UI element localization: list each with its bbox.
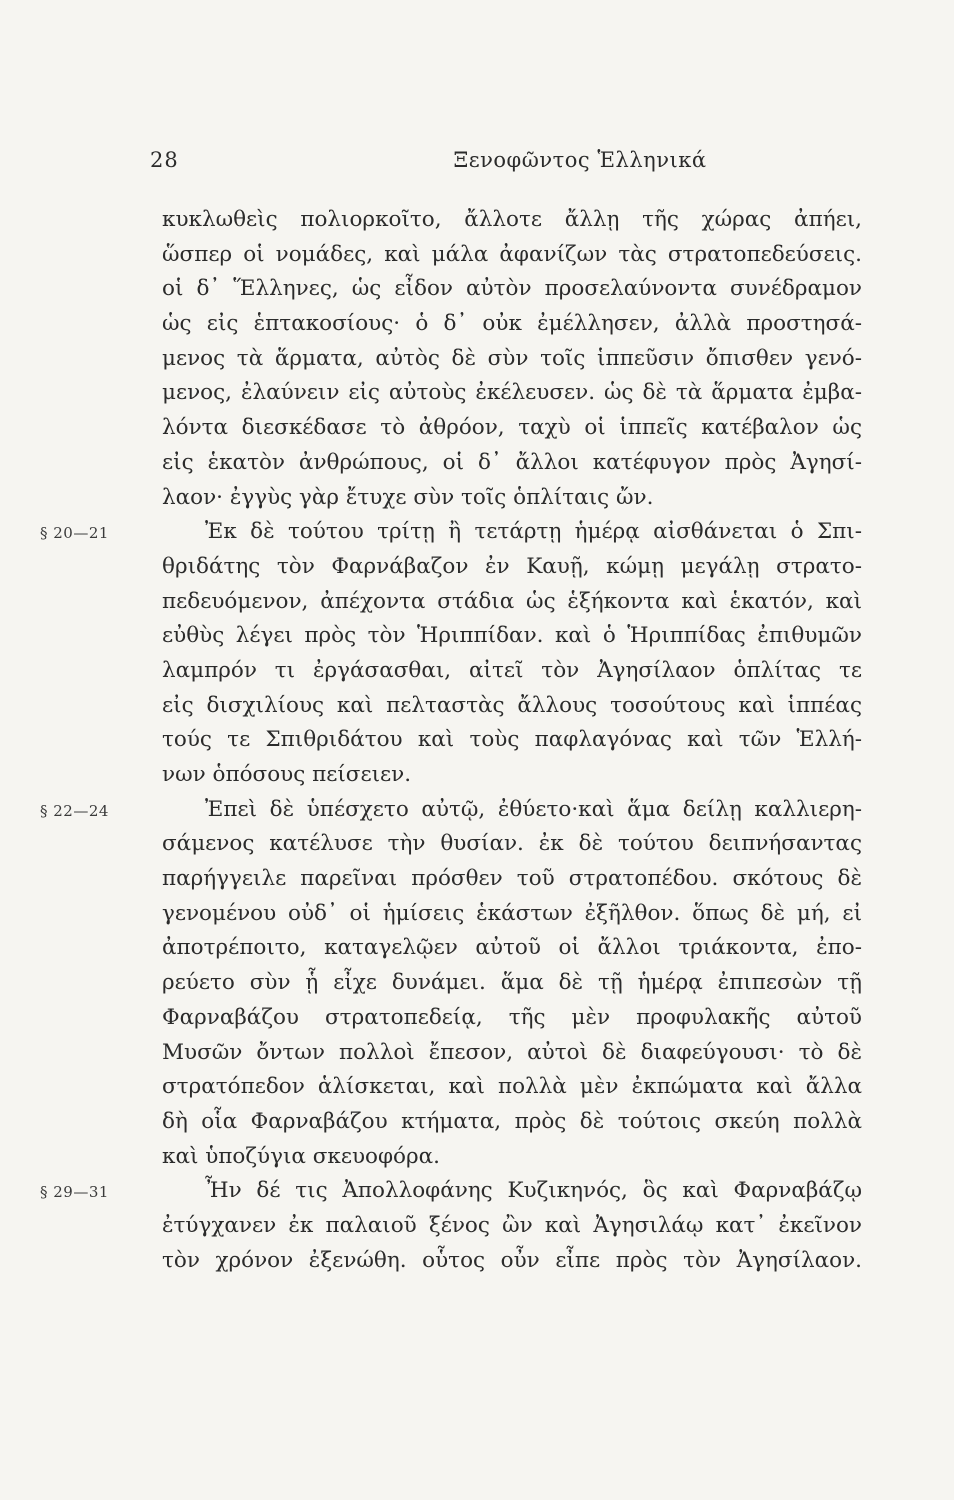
line-text: γενομένου οὐδ᾽ οἱ ἡμίσεις ἑκάστων ἐξῆλθον. ὅπως δὲ μή, εἰ	[162, 900, 862, 926]
running-title: Ξενοφῶντος Ἑλληνικά	[453, 148, 707, 172]
text-line	[0, 376, 954, 411]
text-line	[0, 411, 954, 446]
line-text: λαον· ἐγγὺς γὰρ ἔτυχε σὺν τοῖς ὁπλίταις ὤν.	[162, 484, 654, 510]
text-line	[0, 238, 954, 273]
line-text: καὶ ὑποζύγια σκευοφόρα.	[162, 1143, 440, 1169]
line-text: μενος τὰ ἅρματα, αὐτὸς δὲ σὺν τοῖς ἱππεῦσιν ὄπισθεν γενό-	[162, 345, 862, 371]
text-line	[0, 689, 954, 724]
line-text: ὡς εἰς ἑπτακοσίους· ὁ δ᾽ οὐκ ἐμέλλησεν, ἀλλὰ προστησά-	[162, 311, 862, 337]
text-line	[0, 897, 954, 932]
line-text: σάμενος κατέλυσε τὴν θυσίαν. ἐκ δὲ τούτου δειπνήσαντας	[162, 831, 862, 857]
line-text: οἱ δ᾽ Ἕλληνες, ὡς εἶδον αὐτὸν προσελαύνοντα συνέδραμον	[162, 276, 862, 302]
text-body	[0, 203, 954, 1278]
text-line	[0, 1174, 954, 1209]
line-text: λόντα διεσκέδασε τὸ ἀθρόον, ταχὺ οἱ ἱππεῖς κατέβαλον ὡς	[162, 415, 862, 441]
text-line	[0, 827, 954, 862]
line-text: τούς τε Σπιθριδάτου καὶ τοὺς παφλαγόνας καὶ τῶν Ἑλλή-	[162, 727, 862, 753]
text-line	[0, 1036, 954, 1071]
text-line	[0, 723, 954, 758]
text-line	[0, 619, 954, 654]
line-text: μενος, ἐλαύνειν εἰς αὐτοὺς ἐκέλευσεν. ὡς δὲ τὰ ἅρματα ἐμβα-	[162, 380, 862, 406]
line-text: παρήγγειλε παρεῖναι πρόσθεν τοῦ στρατοπέδου. σκότους δὲ	[162, 866, 862, 892]
text-line	[0, 446, 954, 481]
line-text: ἀποτρέποιτο, καταγελῷεν αὐτοῦ οἱ ἄλλοι τριάκοντα, ἐπο-	[162, 935, 862, 961]
text-line	[0, 931, 954, 966]
line-text: ρεύετο σὺν ᾗ εἶχε δυνάμει. ἅμα δὲ τῇ ἡμέρᾳ ἐπιπεσὼν τῇ	[162, 970, 862, 996]
line-text: ἐτύγχανεν ἐκ παλαιοῦ ξένος ὢν καὶ Ἀγησιλάῳ κατ᾽ ἐκεῖνον	[162, 1212, 862, 1238]
line-text: στρατόπεδον ἁλίσκεται, καὶ πολλὰ μὲν ἐκπώματα καὶ ἄλλα	[162, 1074, 862, 1100]
line-text: νων ὁπόσους πείσειεν.	[162, 762, 412, 787]
section-marker: § 20—21	[40, 524, 109, 543]
line-text: εὐθὺς λέγει πρὸς τὸν Ἡριππίδαν. καὶ ὁ Ἡριππίδας ἐπιθυμῶν	[162, 623, 862, 649]
text-line	[0, 793, 954, 828]
text-line	[0, 550, 954, 585]
text-line	[0, 1140, 954, 1175]
text-line	[0, 1209, 954, 1244]
text-line	[0, 585, 954, 620]
text-line	[0, 758, 954, 793]
line-text: πεδευόμενον, ἀπέχοντα στάδια ὡς ἑξήκοντα καὶ ἑκατόν, καὶ	[162, 588, 862, 614]
text-line	[0, 342, 954, 377]
text-line	[0, 862, 954, 897]
line-text: Ἐπεὶ δὲ ὑπέσχετο αὐτῷ, ἐθύετο·καὶ ἅμα δείλῃ καλλιερη-	[205, 796, 862, 822]
line-text: ὥσπερ οἱ νομάδες, καὶ μάλα ἀφανίζων τὰς στρατοπεδεύσεις.	[162, 241, 862, 267]
text-line	[0, 1244, 954, 1279]
line-text: εἰς δισχιλίους καὶ πελταστὰς ἄλλους τοσούτους καὶ ἱππέας	[162, 692, 862, 718]
line-text: δὴ οἷα Φαρναβάζου κτήματα, πρὸς δὲ τούτοις σκεύη πολλὰ	[162, 1108, 862, 1134]
line-text: λαμπρόν τι ἐργάσασθαι, αἰτεῖ τὸν Ἀγησίλαον ὁπλίτας τε	[162, 657, 862, 683]
line-text: κυκλωθεὶς πολιορκοῖτο, ἄλλοτε ἄλλῃ τῆς χώρας ἀπήει,	[162, 207, 862, 232]
text-line	[0, 272, 954, 307]
page-number: 28	[150, 148, 179, 172]
line-text: εἰς ἑκατὸν ἀνθρώπους, οἱ δ᾽ ἄλλοι κατέφυγον πρὸς Ἀγησί-	[162, 449, 862, 475]
line-text: Φαρναβάζου στρατοπεδείᾳ, τῆς μὲν προφυλακῆς αὐτοῦ	[162, 1004, 862, 1030]
text-line	[0, 1070, 954, 1105]
line-text: τὸν χρόνον ἐξενώθη. οὗτος οὖν εἶπε πρὸς τὸν Ἀγησίλαον.	[162, 1247, 862, 1273]
text-line	[0, 515, 954, 550]
line-text: Μυσῶν ὄντων πολλοὶ ἔπεσον, αὐτοὶ δὲ διαφεύγουσι· τὸ δὲ	[162, 1039, 862, 1065]
text-line	[0, 1001, 954, 1036]
text-line	[0, 307, 954, 342]
page-header	[150, 148, 860, 182]
text-line	[0, 966, 954, 1001]
text-line	[0, 654, 954, 689]
text-line	[0, 481, 954, 516]
text-line	[0, 203, 954, 238]
section-marker: § 29—31	[40, 1183, 109, 1202]
line-text: Ἐκ δὲ τούτου τρίτῃ ἢ τετάρτῃ ἡμέρᾳ αἰσθάνεται ὁ Σπι-	[205, 519, 862, 545]
section-marker: § 22—24	[40, 801, 109, 820]
line-text: Ἦν δέ τις Ἀπολλοφάνης Κυζικηνός, ὃς καὶ Φαρναβάζῳ	[205, 1178, 862, 1204]
text-line	[0, 1105, 954, 1140]
line-text: θριδάτης τὸν Φαρνάβαζον ἐν Καυῇ, κώμῃ μεγάλῃ στρατο-	[162, 553, 862, 579]
